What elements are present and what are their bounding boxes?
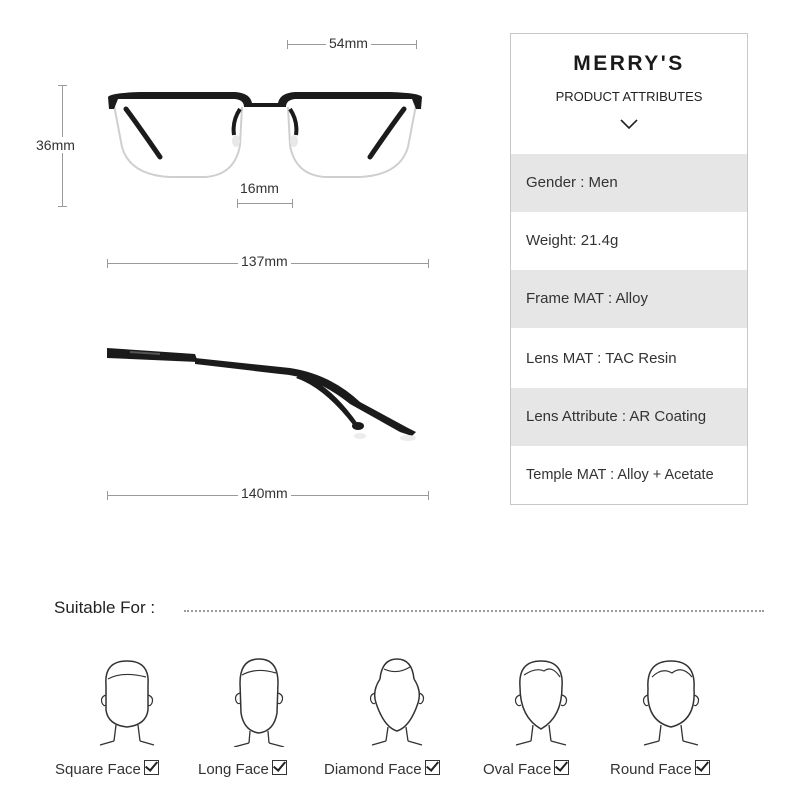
attribute-text: Gender : Men	[526, 174, 618, 191]
dim-cap	[428, 259, 429, 268]
round-face-icon	[636, 655, 706, 747]
face-label-text: Diamond Face	[324, 761, 422, 778]
attribute-row-frame-material	[511, 270, 747, 328]
product-attributes-panel	[510, 33, 748, 505]
bridge-dimension-line	[237, 203, 293, 204]
attribute-text: Weight: 21.4g	[526, 232, 619, 249]
brand-logo: MERRY'S	[573, 52, 685, 75]
attribute-text: Temple MAT : Alloy + Acetate	[526, 467, 714, 483]
frame-width-label: 137mm	[238, 253, 291, 269]
dim-cap	[107, 259, 108, 268]
checkbox-checked-icon	[144, 760, 159, 775]
dim-cap	[416, 40, 417, 49]
dim-cap	[292, 199, 293, 208]
suitable-for-title: Suitable For :	[54, 598, 156, 617]
long-face-icon	[224, 655, 294, 747]
temple-length-label: 140mm	[238, 485, 291, 501]
bridge-label: 16mm	[240, 180, 279, 196]
checkbox-checked-icon	[425, 760, 440, 775]
attribute-text: Frame MAT : Alloy	[526, 290, 648, 307]
face-label-round	[610, 760, 710, 778]
attribute-row-gender	[511, 154, 747, 212]
checkbox-checked-icon	[695, 760, 710, 775]
lens-height-label: 36mm	[33, 137, 78, 153]
attribute-text: Lens Attribute : AR Coating	[526, 408, 707, 425]
dim-cap	[287, 40, 288, 49]
lens-width-label: 54mm	[326, 35, 371, 51]
chevron-down-icon	[620, 118, 638, 130]
face-label-text: Round Face	[610, 761, 692, 778]
face-label-square	[55, 760, 159, 778]
checkbox-checked-icon	[554, 760, 569, 775]
dim-cap	[428, 491, 429, 500]
face-label-long	[198, 760, 287, 778]
glasses-side-view	[100, 340, 430, 445]
dim-cap	[58, 206, 67, 207]
dotted-divider	[184, 610, 764, 612]
face-label-text: Long Face	[198, 761, 269, 778]
attribute-row-weight	[511, 212, 747, 270]
oval-face-icon	[506, 655, 576, 747]
dim-cap	[237, 199, 238, 208]
glasses-front-view	[100, 85, 430, 190]
dim-cap	[107, 491, 108, 500]
attribute-row-lens-attribute	[511, 388, 747, 446]
face-label-oval	[483, 760, 569, 778]
attribute-row-lens-material	[511, 330, 747, 388]
dim-cap	[58, 85, 67, 86]
checkbox-checked-icon	[272, 760, 287, 775]
attribute-row-temple-material	[511, 446, 747, 504]
face-label-text: Square Face	[55, 761, 141, 778]
square-face-icon	[92, 655, 162, 747]
face-label-diamond	[324, 760, 440, 778]
face-label-text: Oval Face	[483, 761, 552, 778]
diamond-face-icon	[362, 655, 432, 747]
attribute-text: Lens MAT : TAC Resin	[526, 350, 677, 367]
panel-subtitle: PRODUCT ATTRIBUTES	[555, 89, 703, 104]
